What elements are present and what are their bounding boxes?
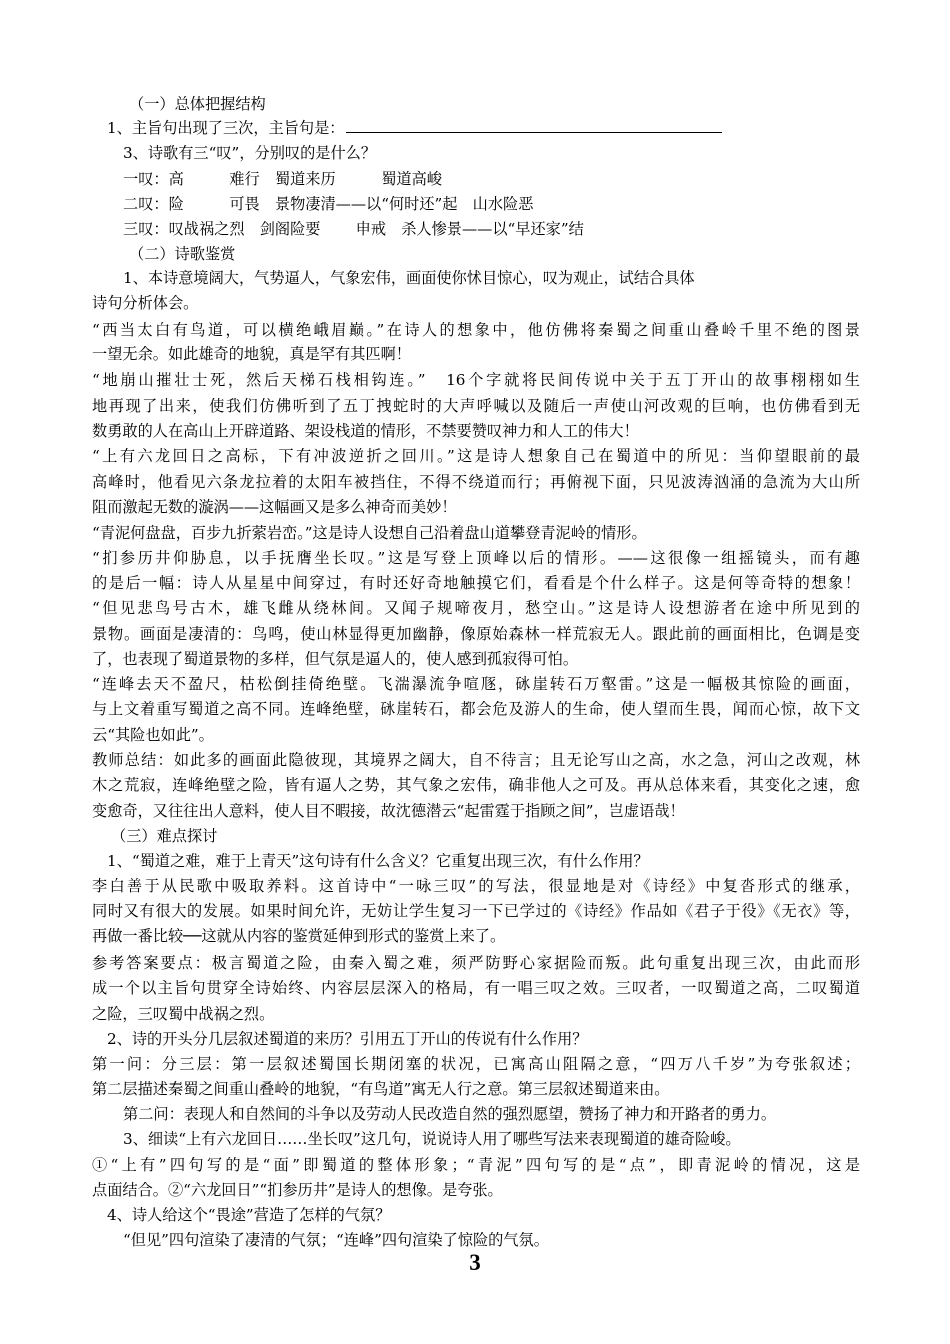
text-line: 阻而激起无数的漩涡——这幅画又是多么神奇而美妙！ xyxy=(92,498,457,516)
page-number: 3 xyxy=(469,1250,481,1275)
third-sigh-line: 三叹：叹战祸之烈 剑阁险要 申戒 杀人惨景——以“早还家”结 xyxy=(123,220,584,238)
text-line: 同时又有很大的发展。如果时间允许，无妨让学生复习一下已学过的《诗经》作品如《君子于役》《无衣》等， xyxy=(92,902,860,920)
second-sigh-line: 二叹：险 可畏 景物凄清——以“何时还”起 山水险恶 xyxy=(123,195,534,213)
text-line: 与上文着重写蜀道之高不同。连峰绝壁，砯崖转石，都会危及游人的生命，使人望而生畏，闻而心惊，故下文 xyxy=(92,700,860,718)
text-line: 数勇敢的人在高山上开辟道路、架设栈道的情形，不禁要赞叹神力和人工的伟大！ xyxy=(92,422,639,440)
teacher-summary-line: 教师总结：如此多的画面此隐彼现，其境界之阔大，自不待言；且无论写山之高，水之急，河山之改观，林 xyxy=(92,751,860,769)
text-line: 木之荒寂，连峰绝壁之险，皆有逼人之势，其气象之宏伟，确非他人之可及。再从总体来看，其变化之速，愈 xyxy=(92,776,860,794)
text-line: “地崩山摧壮士死，然后天梯石栈相钩连。” 16个字就将民间传说中关于五丁开山的故事栩栩如生 xyxy=(92,371,860,389)
answer-blank-line xyxy=(346,118,722,133)
question-text: 4、诗人给这个“畏途”营造了怎样的气氛？ xyxy=(107,1206,391,1224)
text-line: 高峰时，他看见六条龙拉着的太阳车被挡住，不得不绕道而行；再俯视下面，只见波涛汹涌的急流为大山所 xyxy=(92,473,860,491)
text-line: 成一个以主旨句贯穿全诗始终、内容层层深入的格局，有一唱三叹之效。三叹者，一叹蜀道之高，二叹蜀道 xyxy=(92,979,860,997)
text-line: 第一问：分三层：第一层叙述蜀国长期闭塞的状况，已寓高山阻隔之意，“四万八千岁”为夸张叙述； xyxy=(92,1055,860,1073)
text-line: “连峰去天不盈尺，枯松倒挂倚绝壁。飞湍瀑流争喧豗，砯崖转石万壑雷。”这是一幅极其惊险的画面， xyxy=(92,675,860,693)
question-3-text: 3、诗歌有三“叹”，分别叹的是什么？ xyxy=(123,144,377,162)
question-text: 1、“蜀道之难，难于上青天”这句诗有什么含义？它重复出现三次，有什么作用？ xyxy=(107,852,649,870)
text-line: 参考答案要点：极言蜀道之险，由秦入蜀之难，须严防野心家据险而叛。此句重复出现三次，由此而形 xyxy=(92,954,860,972)
text-line: “扪参历井仰胁息，以手抚膺坐长叹。”这是写登上顶峰以后的情形。——这很像一组摇镜头，而有趣 xyxy=(92,549,860,567)
text-line: 之险，三叹蜀中战祸之烈。 xyxy=(92,1005,275,1023)
text-line: ①“上有”四句写的是“面”即蜀道的整体形象；“青泥”四句写的是“点”，即青泥岭的情况，这是 xyxy=(92,1156,860,1174)
question-1-text: 1、主旨句出现了三次，主旨句是： xyxy=(107,119,345,137)
text-line: 诗句分析体会。 xyxy=(92,294,199,312)
text-line: 李白善于从民歌中吸取养料。这首诗中“一咏三叹”的写法，很显地是对《诗经》中复沓形式的继承， xyxy=(92,877,860,895)
text-line: 1、本诗意境阔大，气势逼人，气象宏伟，画面使你怵目惊心，叹为观止，试结合具体 xyxy=(123,269,695,287)
text-line: 第二层描述秦蜀之间重山叠岭的地貌，“有鸟道”寓无人行之意。第三层叙述蜀道来由。 xyxy=(92,1080,670,1098)
text-line: 变愈奇，又往往出人意料，使人目不暇接，故沈德潜云“起雷霆于指顾之间”，岂虚语哉！ xyxy=(92,802,685,820)
text-line: 第二问：表现人和自然间的斗争以及劳动人民改造自然的强烈愿望，赞扬了神力和开路者的勇力。 xyxy=(123,1105,777,1123)
text-line: 云“其险也如此”。 xyxy=(92,726,214,744)
text-line: 景物。画面是凄清的：鸟鸣，使山林显得更加幽静，像原始森林一样荒寂无人。跟此前的画面相比，色调是变 xyxy=(92,625,860,643)
text-line: “但见悲鸟号古木，雄飞雌从绕林间。又闻子规啼夜月，愁空山。”这是诗人设想游者在途中所见到的 xyxy=(92,599,860,617)
text-line: 一望无余。如此雄奇的地貌，真是罕有其匹啊！ xyxy=(92,345,411,363)
text-line: 了，也表现了蜀道景物的多样，但气氛是逼人的，使人感到孤寂得可怕。 xyxy=(92,650,578,668)
question-1-line xyxy=(107,118,722,138)
question-text: 2、诗的开头分几层叙述蜀道的来历？引用五丁开山的传说有什么作用？ xyxy=(107,1030,588,1048)
section-heading-difficulties: （三）难点探讨 xyxy=(111,827,218,845)
section-heading-structure: （一）总体把握结构 xyxy=(129,95,266,113)
text-line: “但见”四句渲染了凄清的气氛；“连峰”四句渲染了惊险的气氛。 xyxy=(123,1231,549,1249)
text-line: 的是后一幅：诗人从星星中间穿过，有时还好奇地触摸它们，看看是个什么样子。这是何等奇特的想象！ xyxy=(92,574,860,592)
section-heading-appreciation: （二）诗歌鉴赏 xyxy=(129,245,236,263)
first-sigh-line: 一叹：高 难行 蜀道来历 蜀道高峻 xyxy=(123,170,442,188)
text-line: “上有六龙回日之高标，下有冲波逆折之回川。”这是诗人想象自己在蜀道中的所见：当仰望眼前的最 xyxy=(92,447,860,465)
text-line: “西当太白有鸟道，可以横绝峨眉巅。”在诗人的想象中，他仿佛将秦蜀之间重山叠岭千里不绝的图景 xyxy=(92,321,860,339)
text-line: 再做一番比较──这就从内容的鉴赏延伸到形式的鉴赏上来了。 xyxy=(92,927,506,945)
text-line: “青泥何盘盘，百步九折萦岩峦。”这是诗人设想自己沿着盘山道攀登青泥岭的情形。 xyxy=(92,524,647,542)
text-line: 点面结合。②“六龙回日”“扪参历井”是诗人的想像。是夸张。 xyxy=(92,1181,503,1199)
question-text: 3、细读“上有六龙回日……坐长叹”这几句，说说诗人用了哪些写法来表现蜀道的雄奇险峻。 xyxy=(123,1130,741,1148)
text-line: 地再现了出来，使我们仿佛听到了五丁拽蛇时的大声呼喊以及随后一声使山河改观的巨响，也仿佛看到无 xyxy=(92,397,860,415)
